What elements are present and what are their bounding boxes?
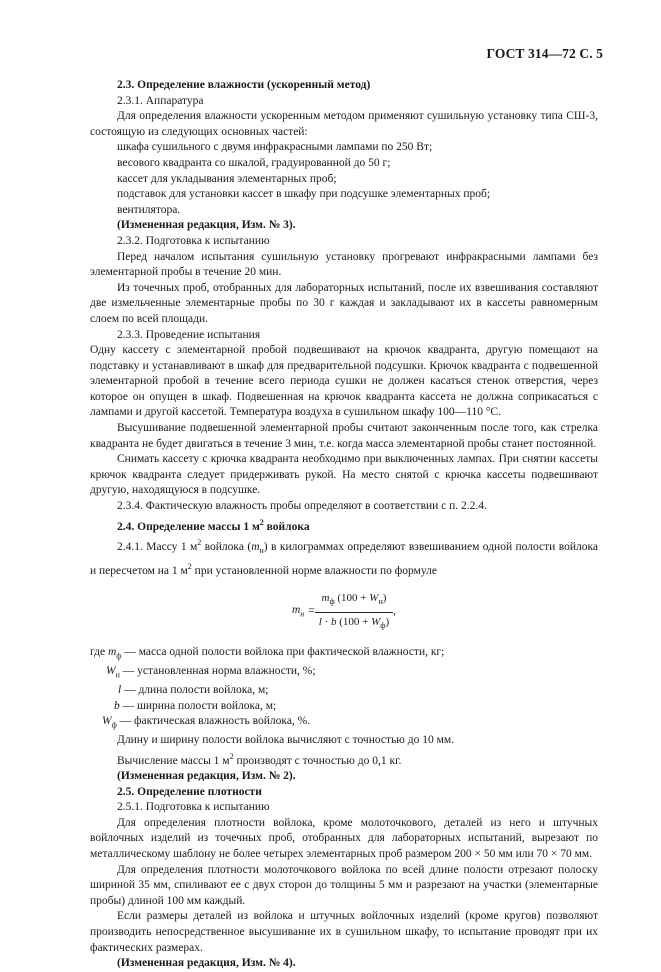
where-list: [90, 645, 598, 733]
paragraph: Длину и ширину полости войлока вычисляют с точностью до 10 мм.: [117, 734, 455, 747]
section-2-4-heading: 2.4. Определение массы 1 $м^2$ войлока: [117, 517, 310, 533]
paragraph: Для определения плотности войлока, кроме молоточкового, деталей из него и штучных войлочных изделий из точечных проб, отобранных для лабораторных испытаний, вырезают по металлическому шаблону не более четырех элементарных проб размером 200 × 50 мм или 70 × 70 мм.: [90, 816, 598, 861]
where-item: b — ширина полости войлока, м;: [114, 699, 277, 712]
paragraph: Снимать кассету с крючка квадранта необходимо при выключенных лампах. При снятии кассеты крючок квадранта следует придерживать рукой. На место снятой с крючка кассеты подвешивают другую, находящуюся в подсушке.: [90, 453, 598, 497]
section-2-5-heading: 2.5. Определение плотности: [117, 785, 262, 798]
where-item: l — длина полости войлока, м;: [118, 683, 269, 696]
paragraph: Перед началом испытания сушильную установку прогревают инфракрасными лампами без элементарной пробы в течение 20 мин.: [90, 250, 598, 279]
formula-denominator: l · b $(100 + W_ф)$: [318, 615, 390, 630]
where-item: $W_ф$ — фактическая влажность войлока, %.: [102, 715, 311, 730]
formula-tail: ,: [393, 605, 397, 618]
document-body: [90, 78, 598, 972]
revision-note: (Измененная редакция, Изм. № 2).: [117, 770, 296, 783]
list-item: вентилятора.: [117, 203, 181, 216]
paragraph: Если размеры деталей из войлока и штучных войлочных изделий (кроме кругов) позволяют производить непосредственное высушивание их в сушильном шкафу, то испытание проводят при их фактических размерах.: [90, 910, 598, 954]
paragraph: Высушивание подвешенной элементарной пробы считают законченным после того, как стрелка квадранта не будет двигаться в течение 3 мин, т.е. когда масса элементарной пробы станет постоянной.: [90, 422, 598, 450]
formula-numerator: $m_ф$ $(100 + W_н)$: [321, 591, 387, 607]
clause-2-3-4: 2.3.4. Фактическую влажность пробы определяют в соответствии с п. 2.2.4.: [117, 500, 487, 513]
mass-formula: [90, 583, 598, 641]
clause-2-5-1: 2.5.1. Подготовка к испытанию: [117, 801, 270, 814]
list-item: шкафа сушильного с двумя инфракрасными лампами по 250 Вт;: [117, 141, 433, 154]
list-item: кассет для укладывания элементарных проб;: [117, 172, 337, 185]
paragraph: Из точечных проб, отобранных для лабораторных испытаний, после их взвешивания составляют две измельченные элементарные пробы по 30 г каждая и закладывают их в кассеты равномерным слоем по всей площади.: [90, 281, 598, 325]
formula-equals: =: [308, 605, 315, 618]
section-2-3-heading: 2.3. Определение влажности (ускоренный метод): [117, 79, 371, 91]
revision-note: (Измененная редакция, Изм. № 3).: [117, 219, 296, 232]
clause-2-4-1: 2.4.1. Массу 1 $м^2$ войлока $(m_н)$ в килограммах определяют взвешиванием одной полости войлока и пересчетом на 1 $м^2$ при установленной норме влажности по формуле: [90, 538, 599, 577]
paragraph: Для определения плотности молоточкового войлока по всей длине полости отрезают полоску шириной 35 мм, спиливают ее с двух сторон до толщины 5 мм и разрезают на участки (элементарные пробы) длиной 100 мм каждый.: [90, 863, 598, 907]
clause-2-3-3: 2.3.3. Проведение испытания: [117, 328, 261, 341]
formula-fraction: [315, 591, 393, 634]
revision-note: (Измененная редакция, Изм. № 4).: [117, 957, 296, 970]
formula-lhs: $m_н$: [291, 603, 305, 619]
paragraph: Вычисление массы 1 $м^2$ производят с точностью до 0,1 кг.: [117, 751, 402, 767]
where-item: $W_н$ — установленная норма влажности, %;: [106, 665, 316, 680]
paragraph: Для определения влажности ускоренным методом применяют сушильную установку типа СШ-3, состоящую из следующих основных частей:: [90, 110, 598, 138]
where-item: где $m_ф$ — масса одной полости войлока при фактической влажности, кг;: [90, 646, 445, 661]
list-item: весового квадранта со шкалой, градуированной до 50 г;: [117, 156, 391, 169]
clause-2-3-2: 2.3.2. Подготовка к испытанию: [117, 234, 270, 247]
list-item: подставок для установки кассет в шкафу при подсушке элементарных проб;: [117, 188, 491, 201]
clause-2-3-1: 2.3.1. Аппаратура: [117, 94, 204, 107]
page-header: ГОСТ 314—72 С. 5: [486, 46, 603, 61]
paragraph: Одну кассету с элементарной пробой подвешивают на крючок квадранта, другую помещают на подставку и устанавливают в шкаф для предварительной подсушки. Крючок квадранта с подвешенной элементарной пробой в течение всего периода сушки не должен касаться стенок отверстия, через которое он опущен в шкаф. Подвешенная на крючок квадранта кассета не должна соприкасаться с лампами и другой кассетой. Температура воздуха в сушильном шкафу 100—110 °С.: [90, 344, 598, 419]
